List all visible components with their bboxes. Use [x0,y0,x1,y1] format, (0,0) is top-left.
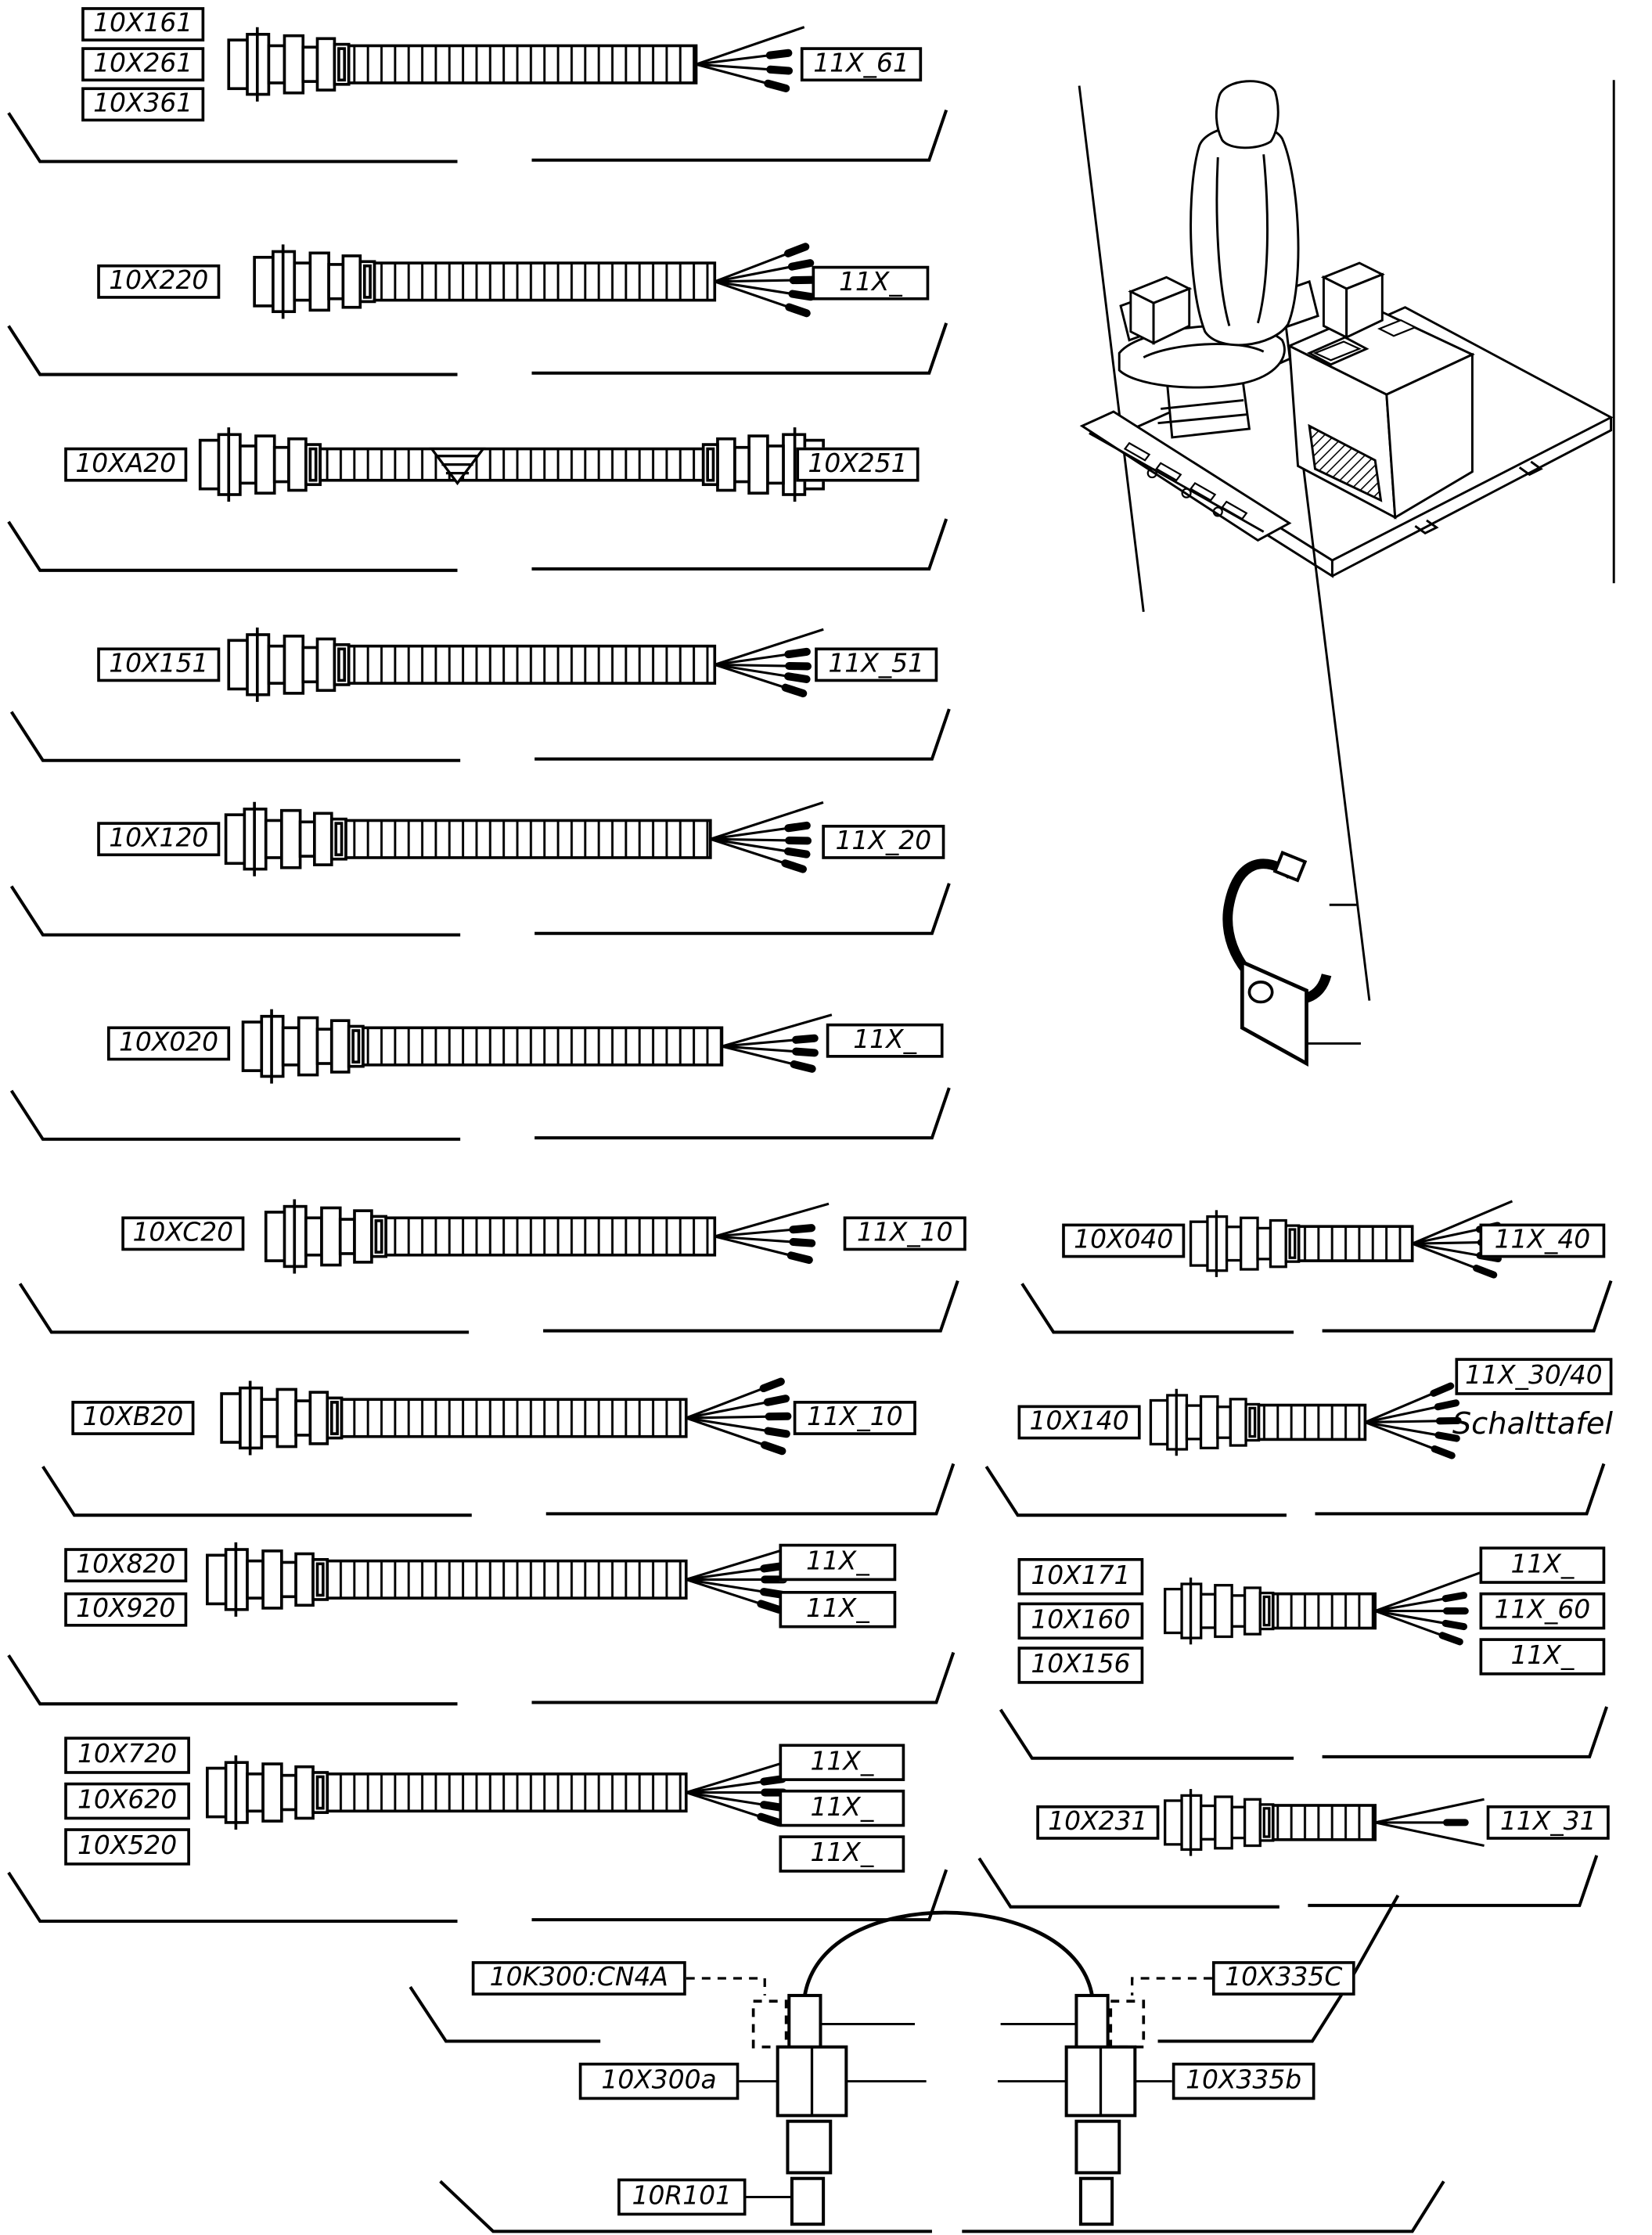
connector-ref-label: 10X020 [107,1026,230,1060]
marking-tag-icon [1242,962,1361,1064]
target-ref-label: 11X_61 [801,47,922,81]
target-annotation: Schalttafel [1452,1406,1614,1441]
connector-ref-label: 10X161 [81,7,204,41]
target-ref-label: 11X_ [779,1544,896,1581]
connector-ref-label: 10XA20 [64,448,187,482]
connector-ref-label: 10X160 [1018,1603,1144,1639]
harness-drawing [266,1200,829,1274]
jumper-cable-assembly-drawing [686,1913,1212,2224]
connector-ref-label: 10X300a [579,2063,740,2100]
connector-ref-label: 10X040 [1062,1224,1185,1258]
target-ref-label: 11X_ [779,1591,896,1628]
harness-drawing [1165,1573,1480,1644]
harness-drawing [226,802,823,876]
target-ref-label: 11X_40 [1480,1224,1606,1258]
harness-drawing [221,1380,787,1455]
operator-seat-illustration [1079,80,1614,1000]
harness-drawing [229,628,823,702]
harness-drawing [1165,1789,1485,1855]
harness-drawing [200,427,823,502]
harness-drawing [207,1542,800,1617]
target-ref-label: 11X_ [779,1835,905,1872]
connector-ref-label: 10X151 [97,647,220,682]
target-ref-label: 11X_60 [1480,1593,1606,1629]
target-ref-label: 11X_51 [815,647,938,682]
plug-ref-label: 10K300:CN4A [472,1961,686,1996]
connector-ref-label: 10X231 [1036,1805,1159,1840]
connector-ref-label: 10XC20 [121,1216,244,1251]
socket-ref-label: 10X335C [1212,1961,1355,1996]
harness-drawing [1150,1386,1458,1456]
target-ref-label: 11X_10 [794,1401,916,1435]
target-ref-label: 11X_30/40 [1455,1358,1612,1395]
target-ref-label: 11X_ [779,1790,905,1827]
connector-ref-label: 10X620 [64,1783,190,1819]
harness-drawing [229,27,804,102]
harness-drawing [1191,1201,1513,1277]
connector-ref-label: 10XB20 [71,1401,194,1435]
connector-ref-label: 10X171 [1018,1558,1144,1595]
connector-ref-label: 10X361 [81,87,204,121]
connector-ref-label: 10X220 [97,265,220,299]
connector-ref-label: 10X156 [1018,1647,1144,1683]
relay-ref-label: 10R101 [617,2179,746,2215]
target-ref-label: 11X_ [1480,1638,1606,1675]
target-ref-label: 11X_31 [1487,1805,1610,1840]
target-ref-label: 11X_10 [844,1216,966,1251]
harness-drawing [243,1010,832,1084]
target-ref-label: 11X_ [1480,1546,1606,1583]
target-ref-label: 11X_20 [822,825,945,859]
harness-drawing [254,244,812,319]
target-ref-label: 11X_ [812,266,930,301]
connector-ref-label: 10X120 [97,822,220,856]
target-ref-label: 10X251 [796,448,919,482]
connector-ref-label: 10X261 [81,47,204,81]
target-ref-label: 11X_ [779,1744,905,1780]
connector-ref-label: 10X335b [1172,2063,1315,2100]
connector-ref-label: 10X720 [64,1737,190,1773]
connector-ref-label: 10X520 [64,1828,190,1865]
connector-ref-label: 10X140 [1018,1405,1141,1440]
connector-ref-label: 10X820 [64,1548,187,1582]
connector-ref-label: 10X920 [64,1593,187,1627]
harness-drawing [207,1755,800,1830]
target-ref-label: 11X_ [826,1024,944,1058]
